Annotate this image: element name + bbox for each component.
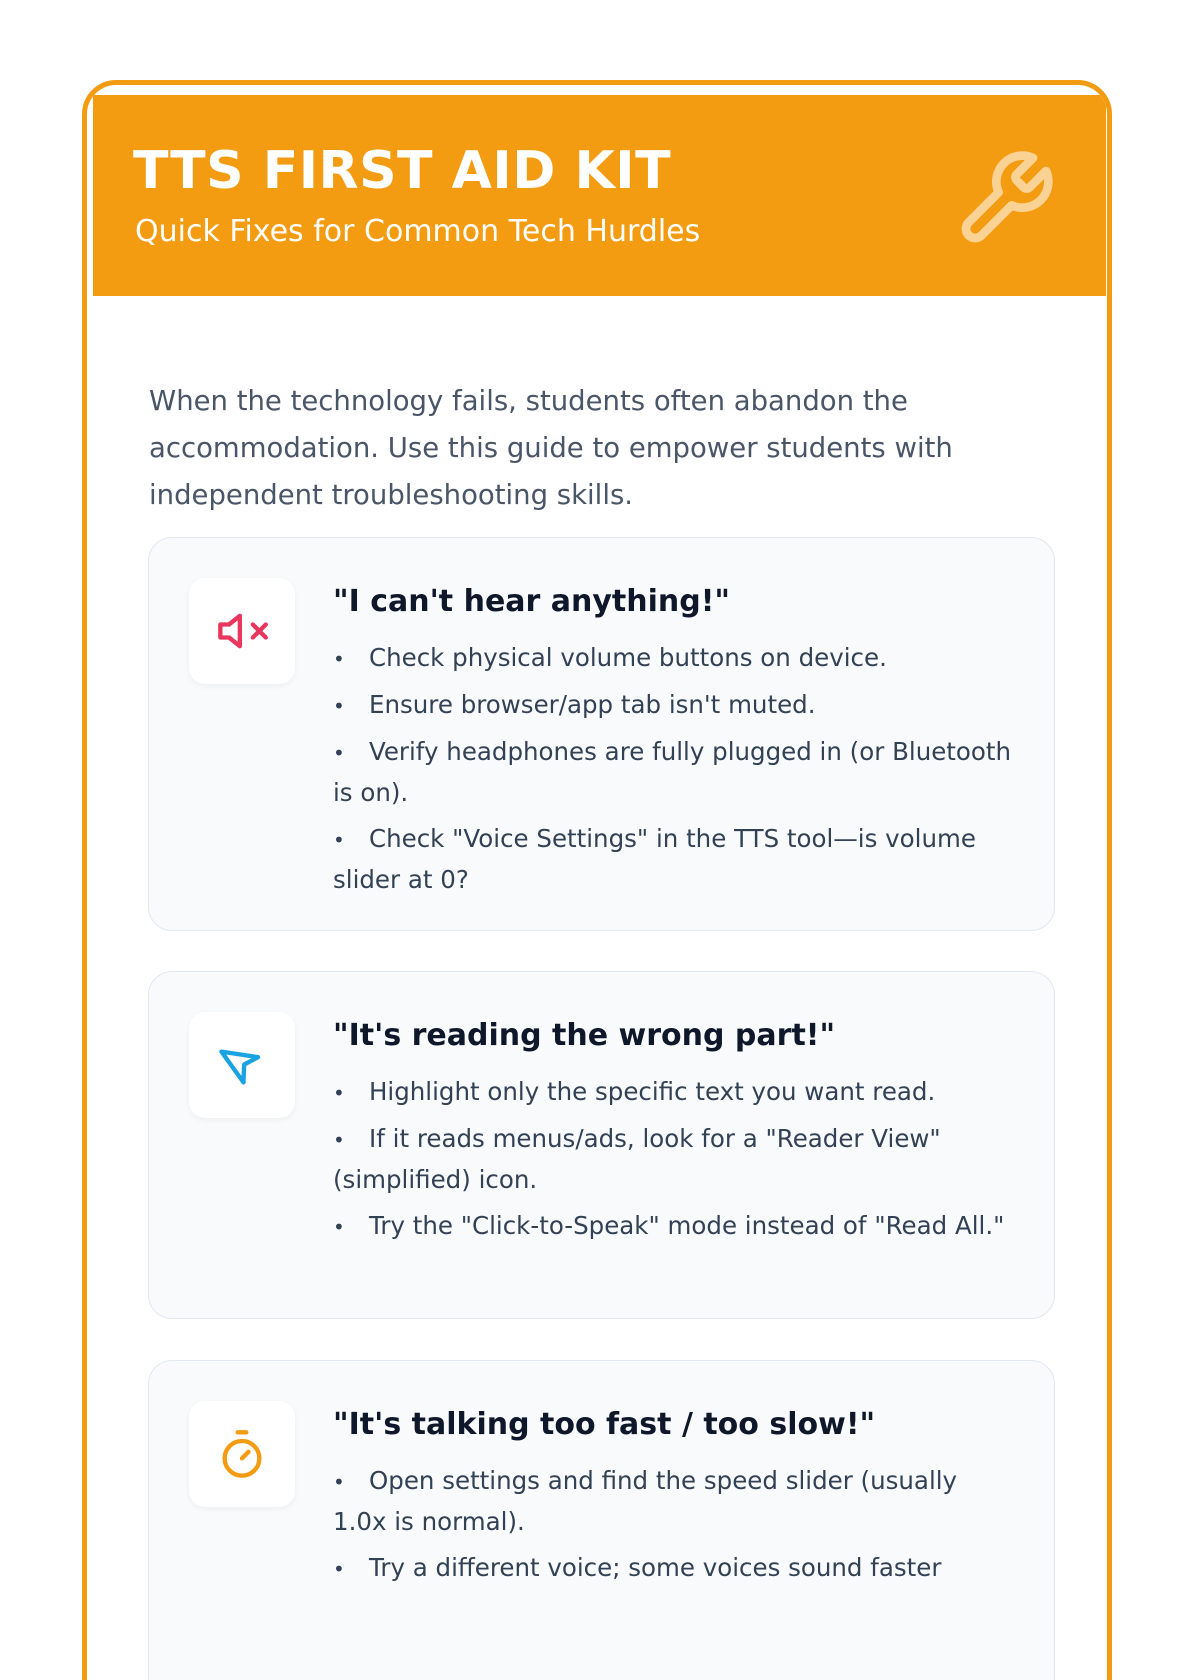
first-aid-card (82, 80, 1112, 1680)
issue-card-wrong-part (148, 971, 1055, 1319)
list-item: • Try a different voice; some voices sound faster (333, 1553, 942, 1582)
stopwatch-icon (216, 1428, 268, 1480)
fix-list (333, 1461, 1013, 1595)
list-item: • Try the "Click-to-Speak" mode instead of "Read All." (333, 1211, 1005, 1240)
issue-card-speed (148, 1360, 1055, 1680)
list-item: • Ensure browser/app tab isn't muted. (333, 690, 816, 719)
intro-paragraph: When the technology fails, students often abandon the accommodation. Use this guide to empower students with independent troubleshooting skills. (149, 384, 953, 511)
list-item: • Open settings and find the speed slider (usually 1.0x is normal). (333, 1466, 958, 1536)
header-banner (93, 95, 1106, 296)
fix-list (333, 1072, 1013, 1253)
list-item: • Check physical volume buttons on device. (333, 643, 887, 672)
list-item: • Verify headphones are fully plugged in (or Bluetooth is on). (333, 737, 1012, 807)
issue-title: "I can't hear anything!" (333, 584, 731, 619)
icon-tile (189, 1401, 295, 1507)
issue-title: "It's reading the wrong part!" (333, 1018, 836, 1053)
issue-title: "It's talking too fast / too slow!" (333, 1407, 876, 1442)
list-item: • Check "Voice Settings" in the TTS tool—is volume slider at 0? (333, 824, 976, 894)
issue-card-no-audio (148, 537, 1055, 931)
icon-tile (189, 578, 295, 684)
icon-tile (189, 1012, 295, 1118)
speaker-muted-icon (216, 605, 268, 657)
list-item: • If it reads menus/ads, look for a "Reader View" (simplified) icon. (333, 1124, 941, 1194)
wrench-icon (953, 147, 1057, 251)
list-item: • Highlight only the specific text you want read. (333, 1077, 936, 1106)
page-title: TTS FIRST AID KIT (133, 141, 672, 201)
cursor-pointer-icon (216, 1039, 268, 1091)
fix-list (333, 638, 1013, 906)
page-subtitle: Quick Fixes for Common Tech Hurdles (135, 214, 701, 249)
